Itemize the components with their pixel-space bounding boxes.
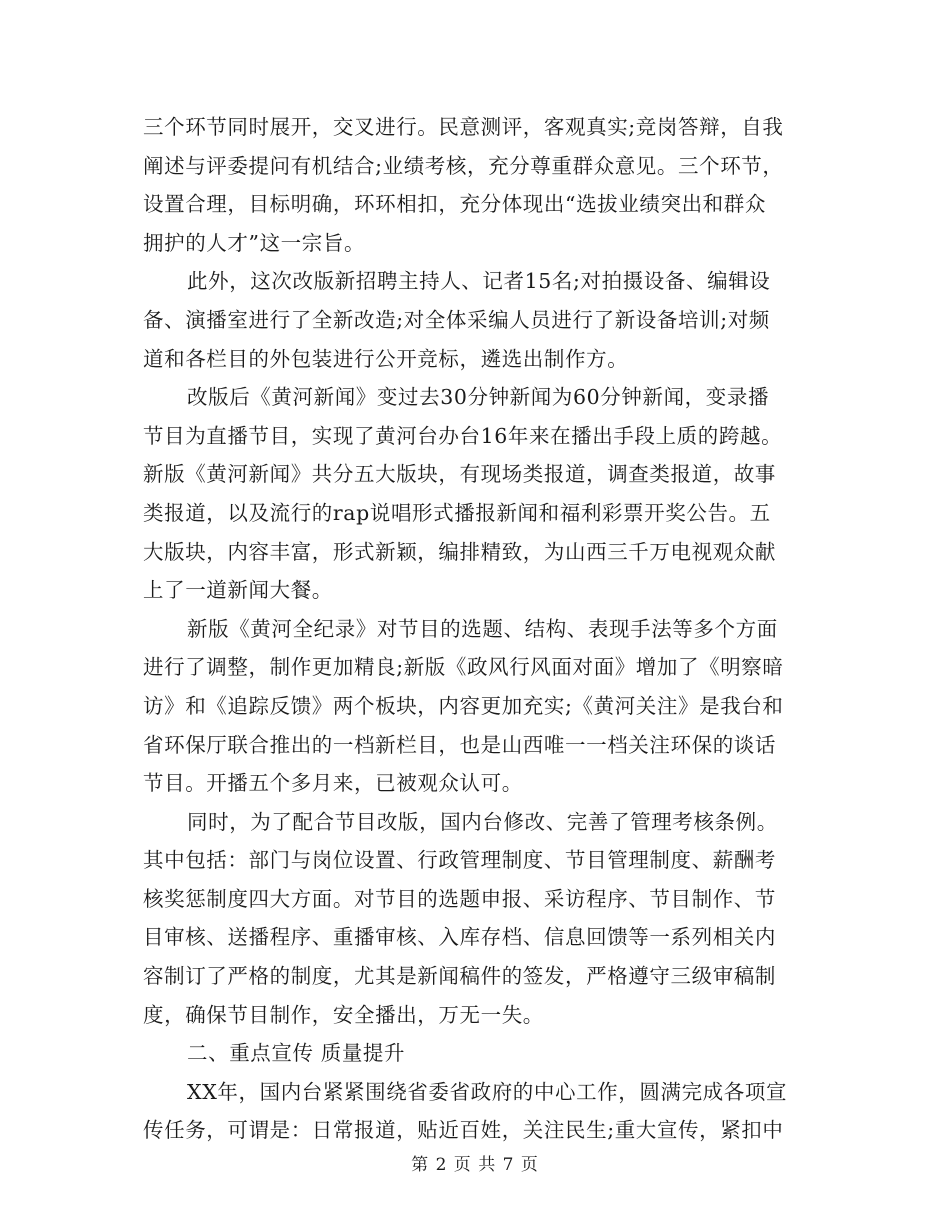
- text-line: 核奖惩制度四大方面。对节目的选题申报、采访程序、节目制作、节: [143, 886, 776, 911]
- text-line: 目审核、送播程序、重播审核、入库存档、信息回馈等一系列相关内: [143, 925, 776, 950]
- text-line: 度，确保节目制作，安全播出，万无一失。: [143, 1002, 544, 1027]
- text-line: 三个环节同时展开，交叉进行。民意测评，客观真实;竞岗答辩，自我: [143, 115, 784, 139]
- paragraph-start-line: 新版《黄河全纪录》对节目的选题、结构、表现手法等多个方面: [187, 616, 778, 641]
- paragraph-start-line: 此外，这次改版新招聘主持人、记者15名;对拍摄设备、编辑设: [187, 269, 771, 294]
- text-line: 节目为直播节目，实现了黄河台办台16年来在播出手段上质的跨越。: [143, 423, 783, 448]
- text-line: 上了一道新闻大餐。: [143, 578, 333, 603]
- text-line: 节目。开播五个多月来，已被观众认可。: [143, 771, 523, 796]
- paragraph-start-line: 改版后《黄河新闻》变过去30分钟新闻为60分钟新闻，变录播: [187, 385, 770, 410]
- text-line: 道和各栏目的外包装进行公开竞标，遴选出制作方。: [143, 346, 629, 371]
- paragraph-start-line: 同时，为了配合节目改版，国内台修改、完善了管理考核条例。: [187, 809, 778, 834]
- text-line: 访》和《追踪反馈》两个板块，内容更加充实;《黄河关注》是我台和: [143, 693, 784, 718]
- text-line: 类报道，以及流行的rap说唱形式播报新闻和福利彩票开奖公告。五: [143, 500, 771, 525]
- text-line: 容制订了严格的制度，尤其是新闻稿件的签发，严格遵守三级审稿制: [143, 964, 776, 989]
- text-line: 新版《黄河新闻》共分五大版块，有现场类报道，调查类报道，故事: [143, 462, 776, 487]
- text-line: 备、演播室进行了全新改造;对全体采编人员进行了新设备培训;对频: [143, 307, 770, 332]
- text-line: 传任务，可谓是：日常报道，贴近百姓，关注民生;重大宣传，紧扣中: [143, 1118, 784, 1143]
- text-line: 进行了调整，制作更加精良;新版《政风行风面对面》增加了《明察暗: [143, 655, 784, 680]
- document-body: [143, 108, 807, 1150]
- text-line: 设置合理，目标明确，环环相扣，充分体现出“选拔业绩突出和群众: [143, 192, 766, 217]
- text-line: 省环保厅联合推出的一档新栏目，也是山西唯一一档关注环保的谈话: [143, 732, 776, 757]
- text-line: 其中包括：部门与岗位设置、行政管理制度、节目管理制度、薪酬考: [143, 848, 776, 873]
- section-heading: 二、重点宣传 质量提升: [187, 1041, 406, 1066]
- text-line: 拥护的人才”这一宗旨。: [143, 230, 366, 255]
- text-line: 大版块，内容丰富，形式新颖，编排精致，为山西三千万电视观众献: [143, 539, 776, 564]
- text-line: 阐述与评委提问有机结合;业绩考核，充分尊重群众意见。三个环节，: [143, 153, 784, 178]
- page-number-footer: 第 2 页 共 7 页: [411, 1155, 539, 1175]
- paragraph-start-line: XX年，国内台紧紧围绕省委省政府的中心工作，圆满完成各项宣: [187, 1079, 788, 1104]
